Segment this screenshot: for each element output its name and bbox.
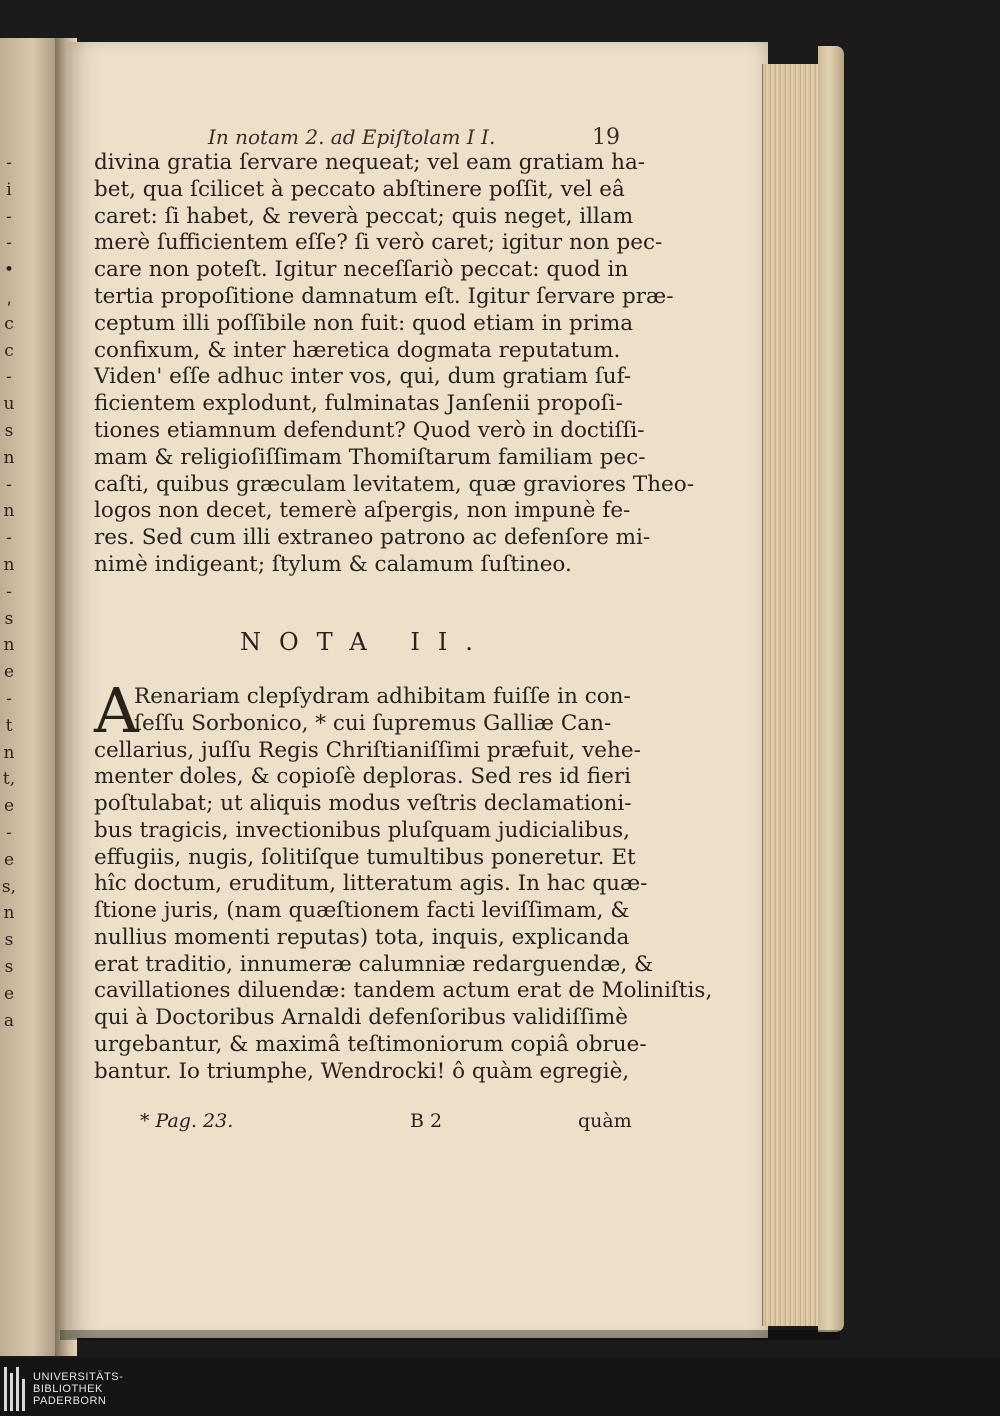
text-line: ſeſſu Sorbonico, * cui ſupremus Galliæ Can- (134, 710, 612, 736)
margin-fragment: n (3, 742, 15, 763)
margin-fragment: s (4, 608, 14, 629)
text-line: urgebantur, & maximâ teſtimoniorum copiâ obrue- (94, 1031, 647, 1057)
margin-fragment: i (6, 179, 12, 200)
margin-fragment: e (3, 662, 15, 683)
library-logo (4, 1366, 123, 1412)
logo-line-1: UNIVERSITÄTS- (33, 1371, 124, 1383)
text-line: res. Sed cum illi extraneo patrono ac defenſore mi- (94, 525, 651, 551)
margin-fragment: n (3, 635, 15, 656)
margin-fragment: s (4, 956, 14, 977)
text-line: divina gratia ſervare nequeat; vel eam gratiam ha- (94, 150, 646, 175)
text-line: cellarius, juſſu Regis Chriſtianiſſimi præfuit, vehe- (94, 737, 641, 763)
bottom-shadow (60, 1330, 840, 1340)
text-line: erat traditio, innumeræ calumniæ redarguendæ, & (94, 951, 654, 977)
text-line: hîc doctum, eruditum, litteratum agis. In hac quæ- (94, 871, 648, 897)
margin-fragment: - (6, 528, 12, 549)
running-title: In notam 2. ad Epiſtolam I I. (208, 125, 496, 149)
margin-fragment: • (3, 260, 15, 281)
margin-fragment: - (6, 581, 12, 602)
text-line: nimè indigeant; ſtylum & calamum ſuſtineo. (94, 551, 572, 577)
text-line: nullius momenti reputas) tota, inquis, explicanda (94, 924, 630, 950)
text-line: Renariam clepſydram adhibitam fuiſſe in con- (134, 684, 631, 709)
book-cover-edge (818, 46, 844, 1332)
signature-mark: B 2 (410, 1110, 443, 1132)
body-text-after (94, 674, 713, 1085)
text-line: poſtulabat; ut aliquis modus veſtris declamationi- (94, 791, 632, 816)
text-line: ceptum illi poſſibile non fuit: quod etiam in prima (94, 310, 634, 336)
text-line: caſti, quibus græculam levitatem, quæ graviores Theo- (94, 471, 694, 497)
margin-fragment: c (4, 313, 14, 334)
margin-fragment: t (5, 715, 13, 736)
text-line: merè ſufficientem eſſe? ſi verò caret; igitur non pec- (94, 230, 663, 256)
text-line: caret: ſi habet, & reverà peccat; quis neget, illam (94, 203, 634, 229)
text-line: effugiis, nugis, ſolitiſque tumultibus poneretur. Et (94, 844, 636, 870)
text-line: logos non decet, temerè aſpergis, non impunè fe- (94, 498, 631, 524)
page-edges (762, 64, 823, 1326)
margin-fragment: u (3, 394, 15, 415)
logo-line-2: BIBLIOTHEK (33, 1383, 103, 1395)
catchword: quàm (578, 1110, 632, 1132)
margin-fragment: s (4, 420, 14, 441)
text-line: qui à Doctoribus Arnaldi defenſoribus validiſſimè (94, 1005, 629, 1030)
section-heading: NOTA II. (240, 628, 491, 656)
text-line: tertia propoſitione damnatum eſt. Igitur ſervare præ- (94, 283, 674, 309)
margin-fragment: e (3, 983, 15, 1004)
text-line: Viden' eſſe adhuc inter vos, qui, dum gratiam ſuf- (94, 364, 632, 390)
margin-fragment: - (6, 474, 12, 495)
margin-fragment: a (3, 1010, 15, 1031)
margin-fragment: e (3, 796, 15, 817)
margin-fragment: n (3, 447, 15, 468)
body-text-before (94, 150, 694, 579)
drop-cap: A (94, 674, 139, 747)
text-line: menter doles, & copioſè deploras. Sed res id fieri (94, 764, 631, 790)
footnote-ref: * Pag. 23. (140, 1110, 234, 1132)
margin-fragment: - (6, 822, 12, 843)
text-line: care non poteſt. Igitur neceſſariò peccat: quod in (94, 257, 629, 283)
logo-line-3: PADERBORN (33, 1395, 107, 1407)
margin-fragment: n (3, 903, 15, 924)
margin-fragment: c (4, 340, 14, 361)
logo-text (33, 1371, 123, 1407)
text-line: cavillationes diluendæ: tandem actum erat de Moliniſtis, (94, 978, 713, 1004)
text-line: bus tragicis, invectionibus pluſquam judicialibus, (94, 817, 630, 843)
text-line: tiones etiamnum defendunt? Quod verò in doctiſſi- (94, 417, 645, 443)
margin-fragment: e (3, 849, 15, 870)
left-margin-fragments (0, 150, 18, 1034)
margin-fragment: n (3, 501, 15, 522)
margin-fragment: n (3, 554, 15, 575)
text-line: ſtione juris, (nam quæſtionem facti leviſſimam, & (94, 898, 630, 923)
text-line: bantur. Io triumphe, Wendrocki! ô quàm egregiè, (94, 1058, 630, 1084)
margin-fragment: s, (1, 876, 17, 897)
margin-fragment: t, (2, 769, 16, 790)
margin-fragment: - (6, 153, 12, 173)
text-line: confixum, & inter hæretica dogmata reputatum. (94, 337, 621, 363)
text-line: bet, qua ſcilicet à peccato abſtinere poſſit, vel eâ (94, 176, 625, 202)
text-line: ficientem explodunt, fulminatas Janſenii propoſi- (94, 391, 623, 417)
margin-fragment: s (4, 930, 14, 951)
margin-fragment: - (6, 688, 12, 709)
page-number: 19 (592, 125, 620, 150)
running-header (208, 125, 628, 149)
logo-bars-icon (4, 1367, 25, 1411)
margin-fragment: - (6, 367, 12, 388)
margin-fragment: - (6, 233, 12, 254)
text-line: mam & religioſiſſimam Thomiſtarum familiam pec- (94, 444, 646, 470)
margin-fragment: - (6, 206, 12, 227)
margin-fragment: ͵ (6, 286, 12, 307)
